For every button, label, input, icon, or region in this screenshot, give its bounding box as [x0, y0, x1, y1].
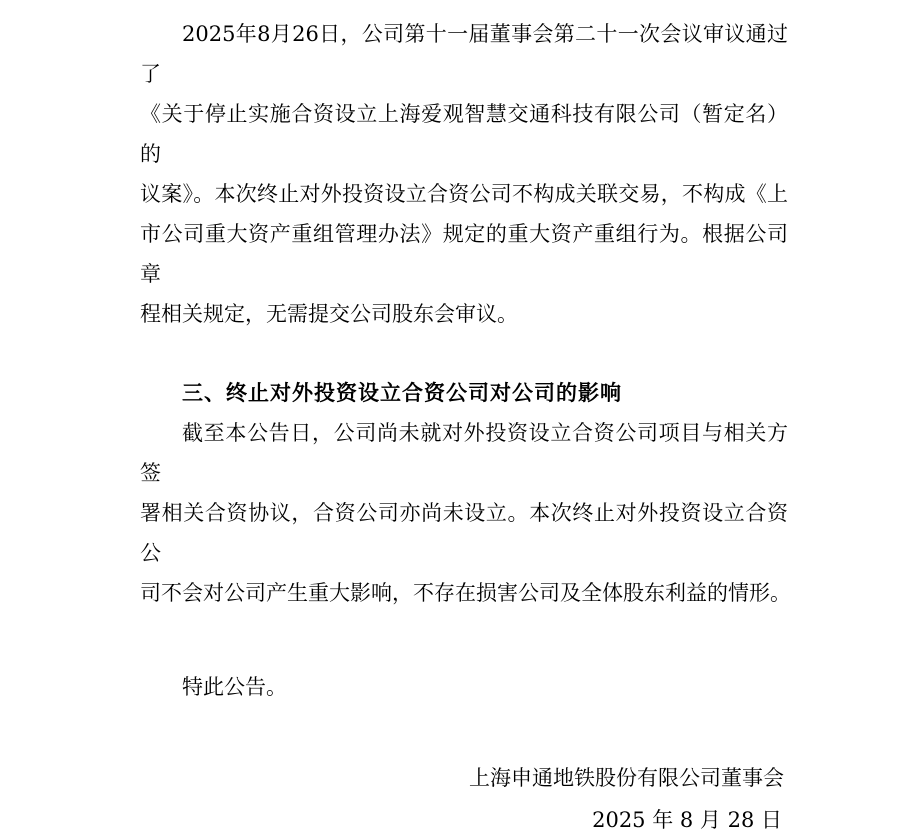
text-line: 议案》。本次终止对外投资设立合资公司不构成关联交易，不构成《上 — [140, 182, 788, 206]
text-line: 司不会对公司产生重大影响，不存在损害公司及全体股东利益的情形。 — [140, 581, 791, 605]
closing-statement: 特此公告。 — [182, 675, 287, 699]
announcement-date: 2025 年 8 月 28 日 — [592, 808, 782, 832]
section-heading: 三、终止对外投资设立合资公司对公司的影响 — [182, 381, 622, 405]
text-line: 市公司重大资产重组管理办法》规定的重大资产重组行为。根据公司章 — [140, 222, 788, 286]
text-line: 程相关规定，无需提交公司股东会审议。 — [140, 302, 518, 326]
text-line: 截至本公告日，公司尚未就对外投资设立合资公司项目与相关方签 — [140, 421, 788, 485]
text-line: 2025年8月26日，公司第十一届董事会第二十一次会议审议通过了 — [140, 22, 788, 86]
text-line: 署相关合资协议，合资公司亦尚未设立。本次终止对外投资设立合资公 — [140, 501, 788, 565]
paragraph-impact — [140, 413, 791, 613]
signature-board-of-directors: 上海申通地铁股份有限公司董事会 — [469, 766, 784, 790]
text-line: 《关于停止实施合资设立上海爱观智慧交通科技有限公司（暂定名）的 — [140, 102, 788, 166]
paragraph-board-approval — [140, 14, 788, 334]
